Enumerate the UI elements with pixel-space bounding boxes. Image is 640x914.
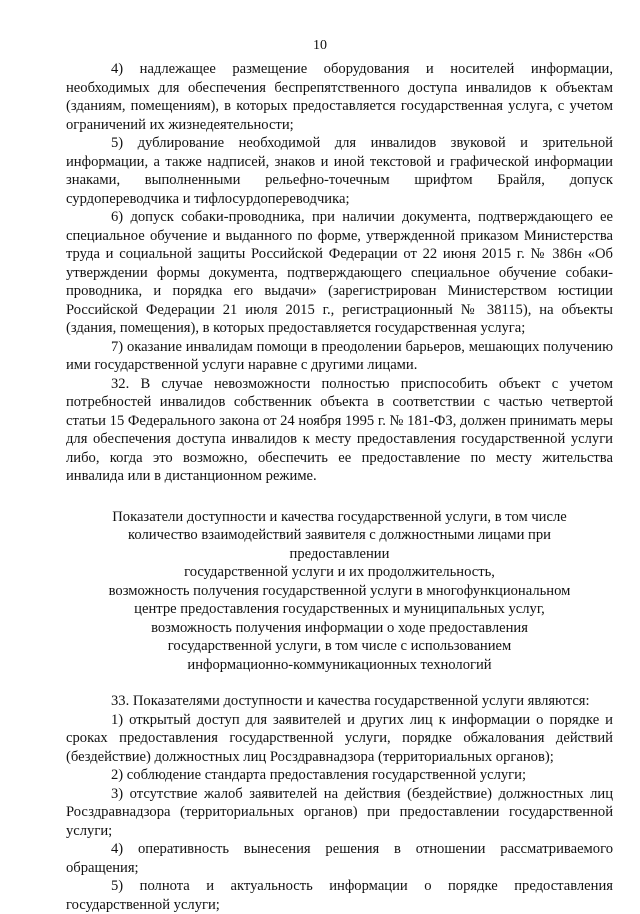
paragraph-item-5: 5) дублирование необходимой для инвалидов звуковой и зрительной информации, а также надписей, знаков и иной текстовой и графической информации знаками, выполненными рельефно-точечным шрифтом Брайля, допуск сурдопереводчика и тифлосурдопереводчика; [66,135,613,207]
section-heading [66,508,613,675]
heading-line: возможность получения информации о ходе предоставления [151,619,528,636]
paragraph-item-7: 7) оказание инвалидам помощи в преодолении барьеров, мешающих получению ими государственной услуги наравне с другими лицами. [66,338,613,373]
heading-line: государственной услуги и их продолжительность, [184,564,495,580]
paragraph-indicator-1: 1) открытый доступ для заявителей и других лиц к информации о порядке и сроках предоставления государственной услуги, порядке обжалования действий (бездействие) должностных лиц Росздравнадзора (территориальных органов); [66,711,613,765]
heading-line: количество взаимодействий заявителя с должностными лицами при предоставлении [128,527,551,562]
heading-line: Показатели доступности и качества государственной услуги, в том числе [112,508,567,525]
paragraph-item-4: 4) надлежащее размещение оборудования и носителей информации, необходимых для обеспечения беспрепятственного доступа инвалидов к объектам (зданиям, помещениям), в которых предоставляется государственная услуга, с учетом ограничений их жизнедеятельности; [66,61,613,133]
document-body [66,60,613,914]
paragraph-indicator-5: 5) полнота и актуальность информации о порядке предоставления государственной услуги; [66,878,613,913]
paragraph-clause-32: 32. В случае невозможности полностью приспособить объект с учетом потребностей инвалидов собственник объекта в соответствии с частью четвертой статьи 15 Федерального закона от 24 ноября 1995 г. № 181-ФЗ, должен принимать меры для обеспечения доступа инвалидов к месту предоставления государственной услуги либо, когда это возможно, обеспечить ее предоставление по месту жительства инвалида или в дистанционном режиме. [66,375,613,484]
heading-line: центре предоставления государственных и муниципальных услуг, [134,601,545,617]
paragraph-indicator-2: 2) соблюдение стандарта предоставления государственной услуги; [111,767,527,783]
heading-line: информационно-коммуникационных технологий [187,656,492,673]
page-number: 10 [313,38,327,53]
paragraph-item-6: 6) допуск собаки-проводника, при наличии документа, подтверждающего ее специальное обучение и выданного по форме, утвержденной приказом Министерства труда и социальной защиты Российской Федерации от 22 июня 2015 г. № 386н «Об утверждении формы документа, подтверждающего специальное обучение собаки-проводника, и порядка его выдачи» (зарегистрирован Министерством юстиции Российской Федерации 21 июля 2015 г., регистрационный № 38115), на объекты (здания, помещения), в которых предоставляется государственная услуга; [66,209,613,336]
paragraph-clause-33: 33. Показателями доступности и качества государственной услуги являются: [111,693,590,709]
paragraph-indicator-4: 4) оперативность вынесения решения в отношении рассматриваемого обращения; [66,841,613,876]
paragraph-indicator-3: 3) отсутствие жалоб заявителей на действия (бездействие) должностных лиц Росздравнадзора (территориальных органов) при предоставлении государственной услуги; [66,785,613,839]
heading-line: государственной услуги, в том числе с использованием [167,638,512,654]
heading-line: возможность получения государственной услуги в многофункциональном [108,582,571,599]
